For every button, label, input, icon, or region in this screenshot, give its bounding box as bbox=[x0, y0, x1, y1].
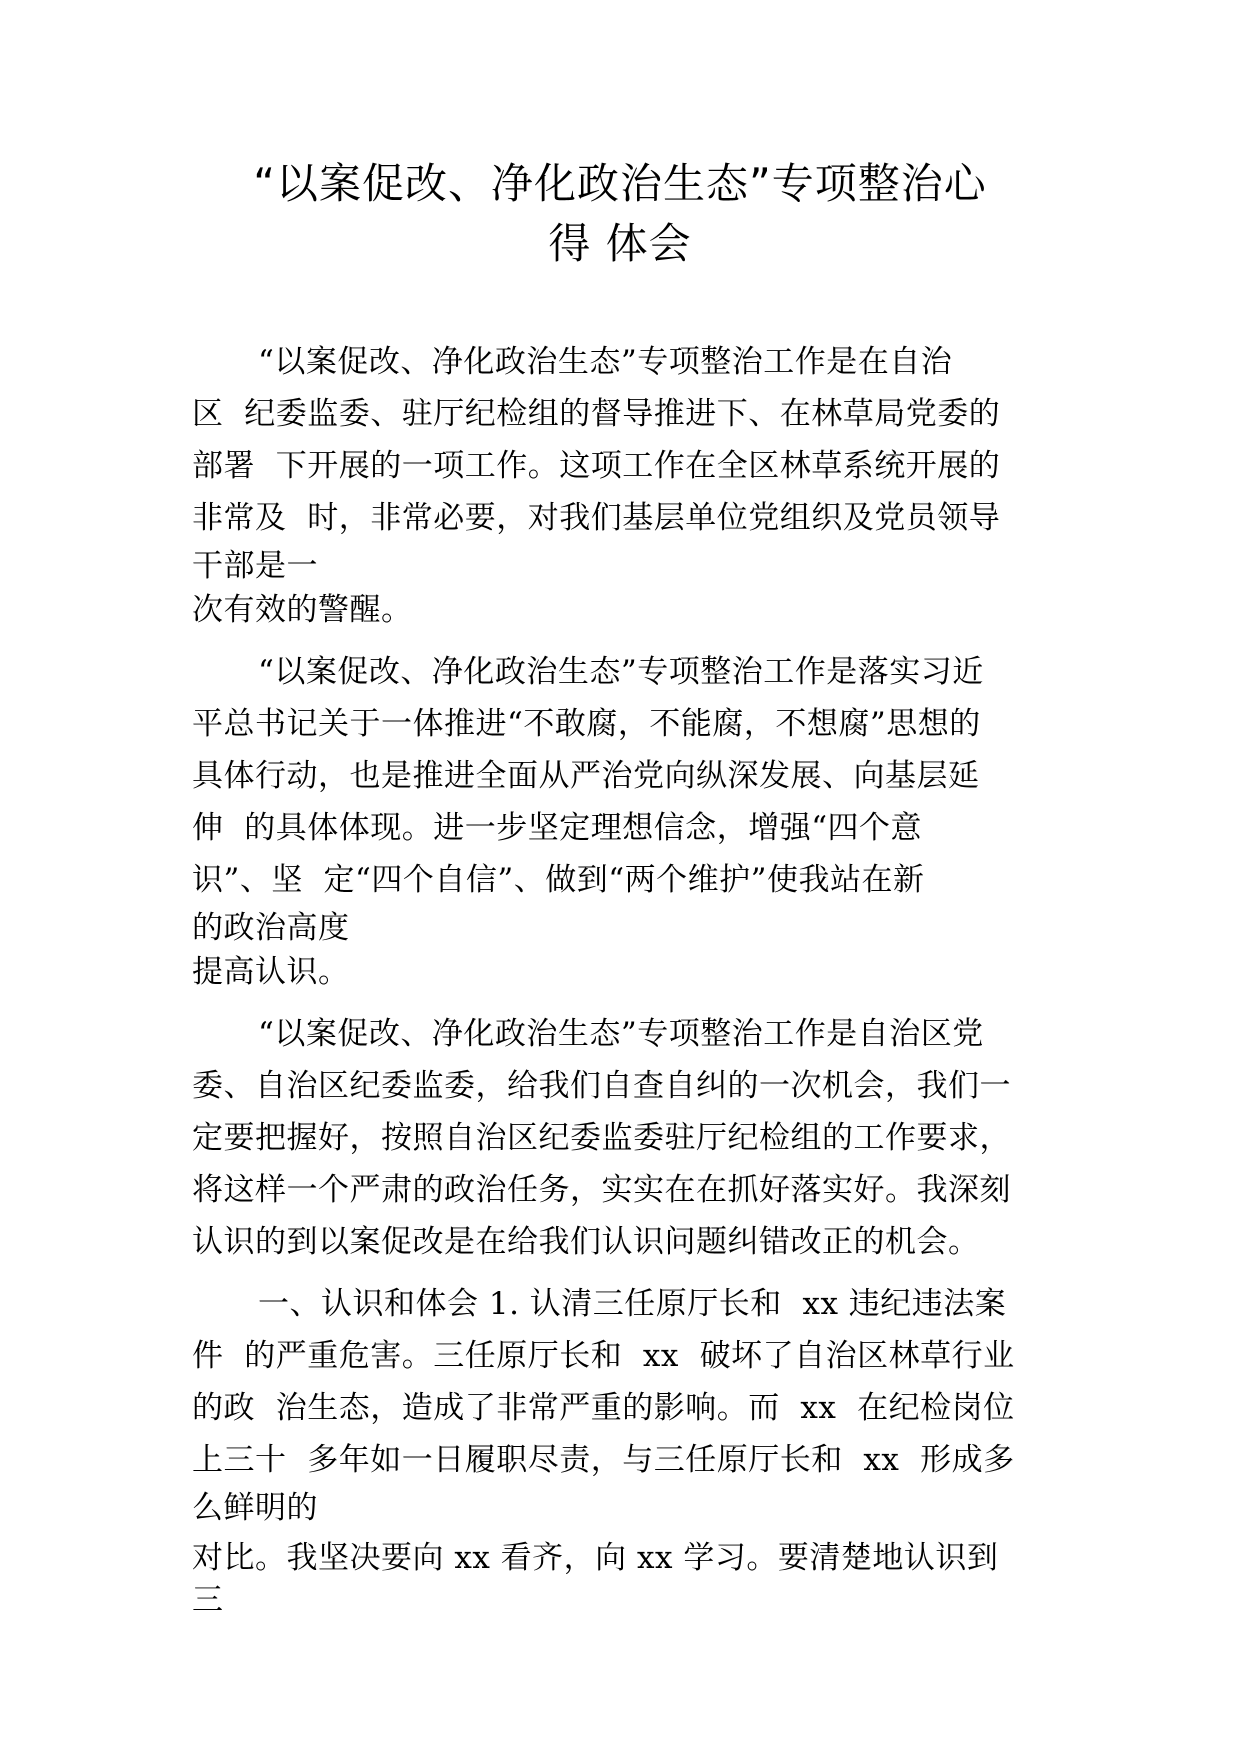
document-title-line-1: “以案促改、净化政治生态”专项整治心 bbox=[253, 159, 987, 208]
body-line: 提高认识。 bbox=[192, 954, 350, 990]
body-line: 识”、坚 定“四个自信”、做到“两个维护”使我站在新 bbox=[192, 862, 925, 898]
body-line: 件 的严重危害。三任原厅长和 xx 破坏了自治区林草行业 bbox=[192, 1338, 1015, 1374]
body-line: 定要把握好，按照自治区纪委监委驻厅纪检组的工作要求， bbox=[192, 1120, 1011, 1156]
body-line: 的政 治生态，造成了非常严重的影响。而 xx 在纪检岗位 bbox=[192, 1390, 1015, 1426]
body-line: 干部是一 bbox=[192, 548, 318, 584]
document-title-line-2: 得 体会 bbox=[548, 219, 692, 268]
body-line: 认识的到以案促改是在给我们认识问题纠错改正的机会。 bbox=[192, 1224, 980, 1260]
body-line: 对比。我坚决要向 xx 看齐，向 xx 学习。要清楚地认识到 bbox=[192, 1540, 999, 1576]
body-line: 三 bbox=[192, 1582, 224, 1618]
body-line: 上三十 多年如一日履职尽责，与三任原厅长和 xx 形成多 bbox=[192, 1442, 1015, 1478]
body-line: 次有效的警醒。 bbox=[192, 592, 413, 628]
body-line: 具体行动，也是推进全面从严治党向纵深发展、向基层延 bbox=[192, 758, 980, 794]
body-line: 平总书记关于一体推进“不敢腐，不能腐，不想腐”思想的 bbox=[192, 706, 981, 742]
body-line: “以案促改、净化政治生态”专项整治工作是自治区党 bbox=[258, 1016, 984, 1052]
body-line: 非常及 时，非常必要，对我们基层单位党组织及党员领导 bbox=[192, 500, 1001, 536]
body-line: 将这样一个严肃的政治任务，实实在在抓好落实好。我深刻 bbox=[192, 1172, 1011, 1208]
body-line: 伸 的具体体现。进一步坚定理想信念，增强“四个意 bbox=[192, 810, 923, 846]
body-line: 么鲜明的 bbox=[192, 1490, 318, 1526]
body-line: 委、自治区纪委监委，给我们自查自纠的一次机会，我们一 bbox=[192, 1068, 1011, 1104]
body-line: 区 纪委监委、驻厅纪检组的督导推进下、在林草局党委的 bbox=[192, 396, 1001, 432]
body-line: 的政治高度 bbox=[192, 910, 350, 946]
body-line: 部署 下开展的一项工作。这项工作在全区林草系统开展的 bbox=[192, 448, 1001, 484]
body-line: 一、认识和体会 1. 认清三任原厅长和 xx 违纪违法案 bbox=[258, 1286, 1007, 1322]
body-line: “以案促改、净化政治生态”专项整治工作是落实习近 bbox=[258, 654, 984, 690]
body-line: “以案促改、净化政治生态”专项整治工作是在自治 bbox=[258, 344, 953, 380]
